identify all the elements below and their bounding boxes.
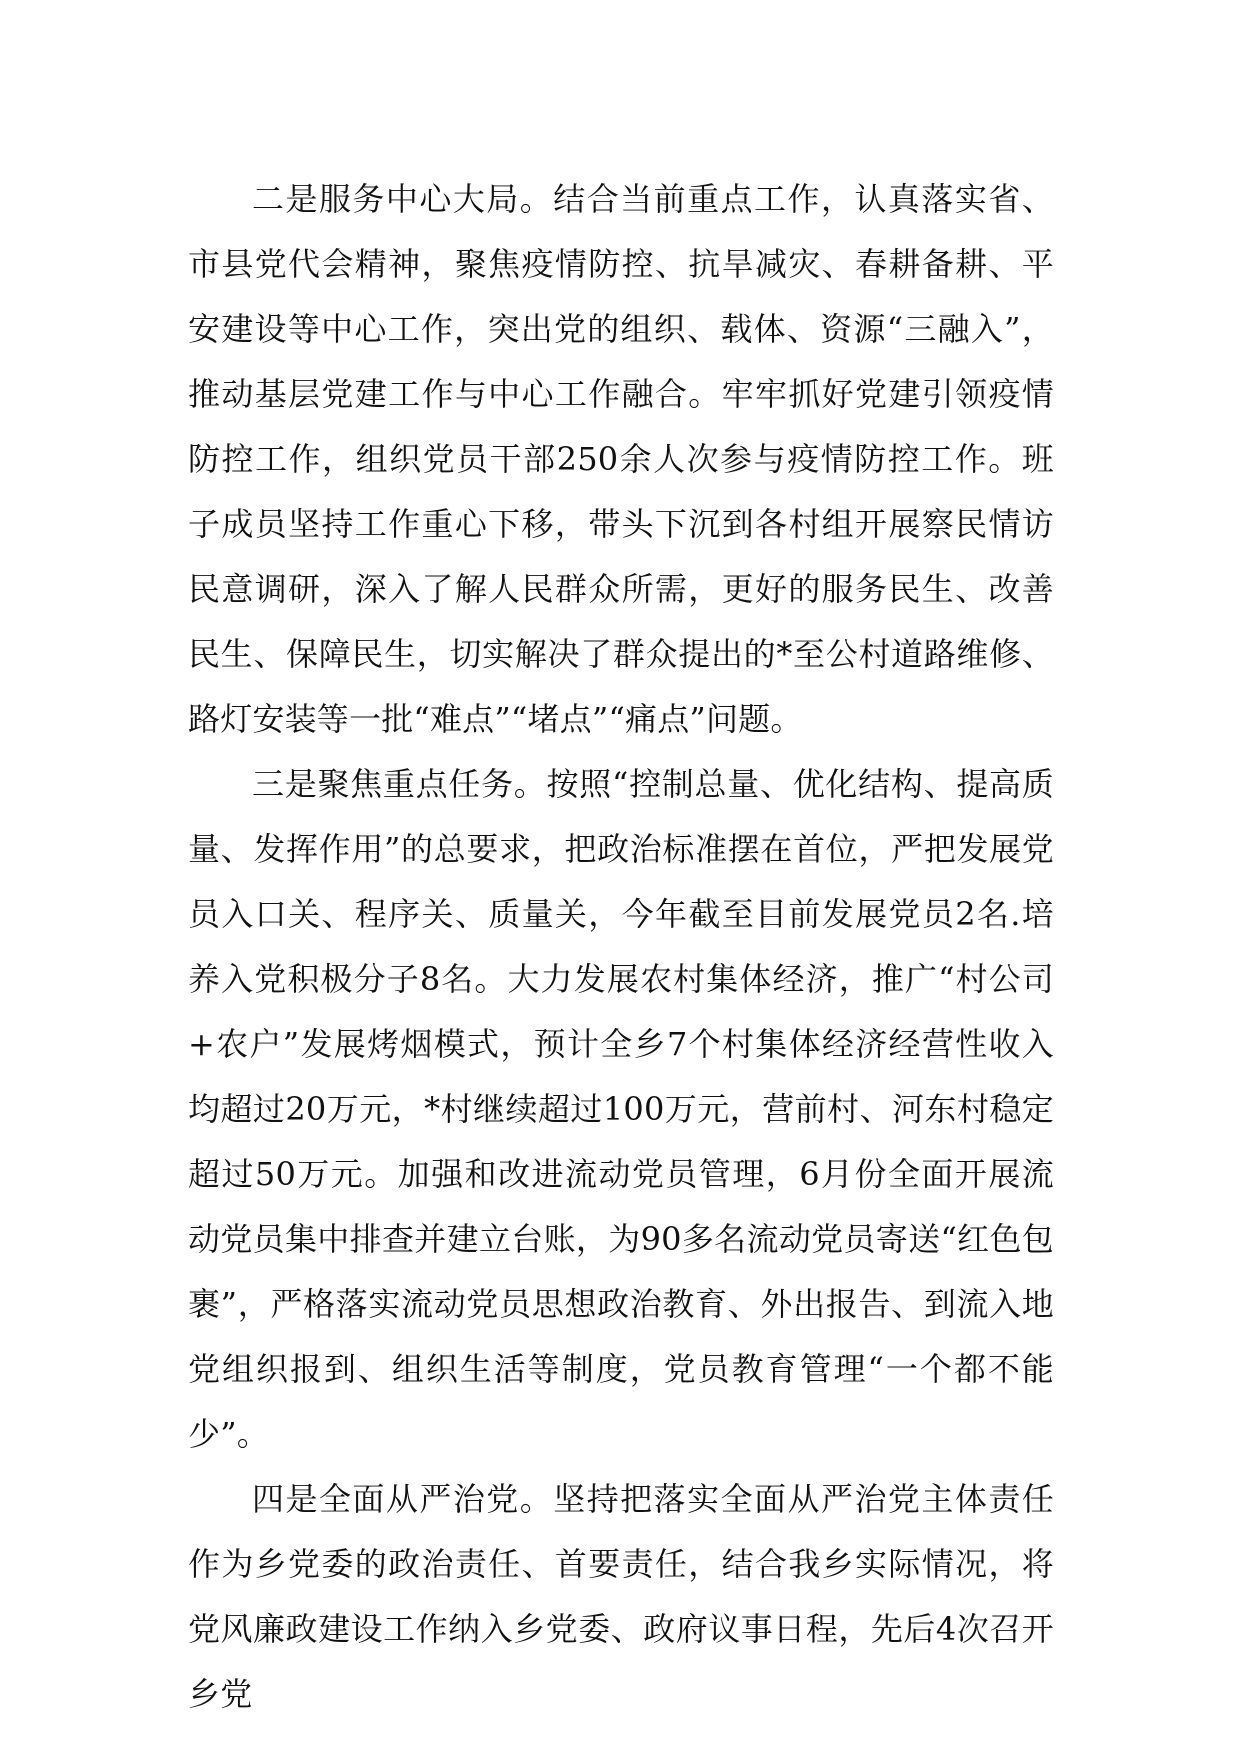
paragraph-strict-governance: 四是全面从严治党。坚持把落实全面从严治党主体责任作为乡党委的政治责任、首要责任，结合我乡实际情况，将党风廉政建设工作纳入乡党委、政府议事日程，先后4次召开乡党 (188, 1480, 1054, 1713)
paragraph-key-tasks: 三是聚焦重点任务。按照“控制总量、优化结构、提高质量、发挥作用”的总要求，把政治标准摆在首位，严把发展党员入口关、程序关、质量关，今年截至目前发展党员2名.培养入党积极分子8名。大力发展农村集体经济，推广“村公司+农户”发展烤烟模式，预计全乡7个村集体经济经营性收入均超过20万元，*村继续超过100万元，营前村、河东村稳定超过50万元。加强和改进流动党员管理，6月份全面开展流动党员集中排查并建立台账，为90多名流动党员寄送“红色包裹”，严格落实流动党员思想政治教育、外出报告、到流入地党组织报到、组织生活等制度，党员教育管理“一个都不能少”。 (188, 765, 1054, 1453)
paragraph-serve-center: 二是服务中心大局。结合当前重点工作，认真落实省、市县党代会精神，聚焦疫情防控、抗旱减灾、春耕备耕、平安建设等中心工作，突出党的组织、载体、资源“三融入”，推动基层党建工作与中心工作融合。牢牢抓好党建引领疫情防控工作，组织党员干部250余人次参与疫情防控工作。班子成员坚持工作重心下移，带头下沉到各村组开展察民情访民意调研，深入了解人民群众所需，更好的服务民生、改善民生、保障民生，切实解决了群众提出的*至公村道路维修、路灯安装等一批“难点”“堵点”“痛点”问题。 (188, 180, 1054, 738)
document-body (188, 167, 1054, 1727)
